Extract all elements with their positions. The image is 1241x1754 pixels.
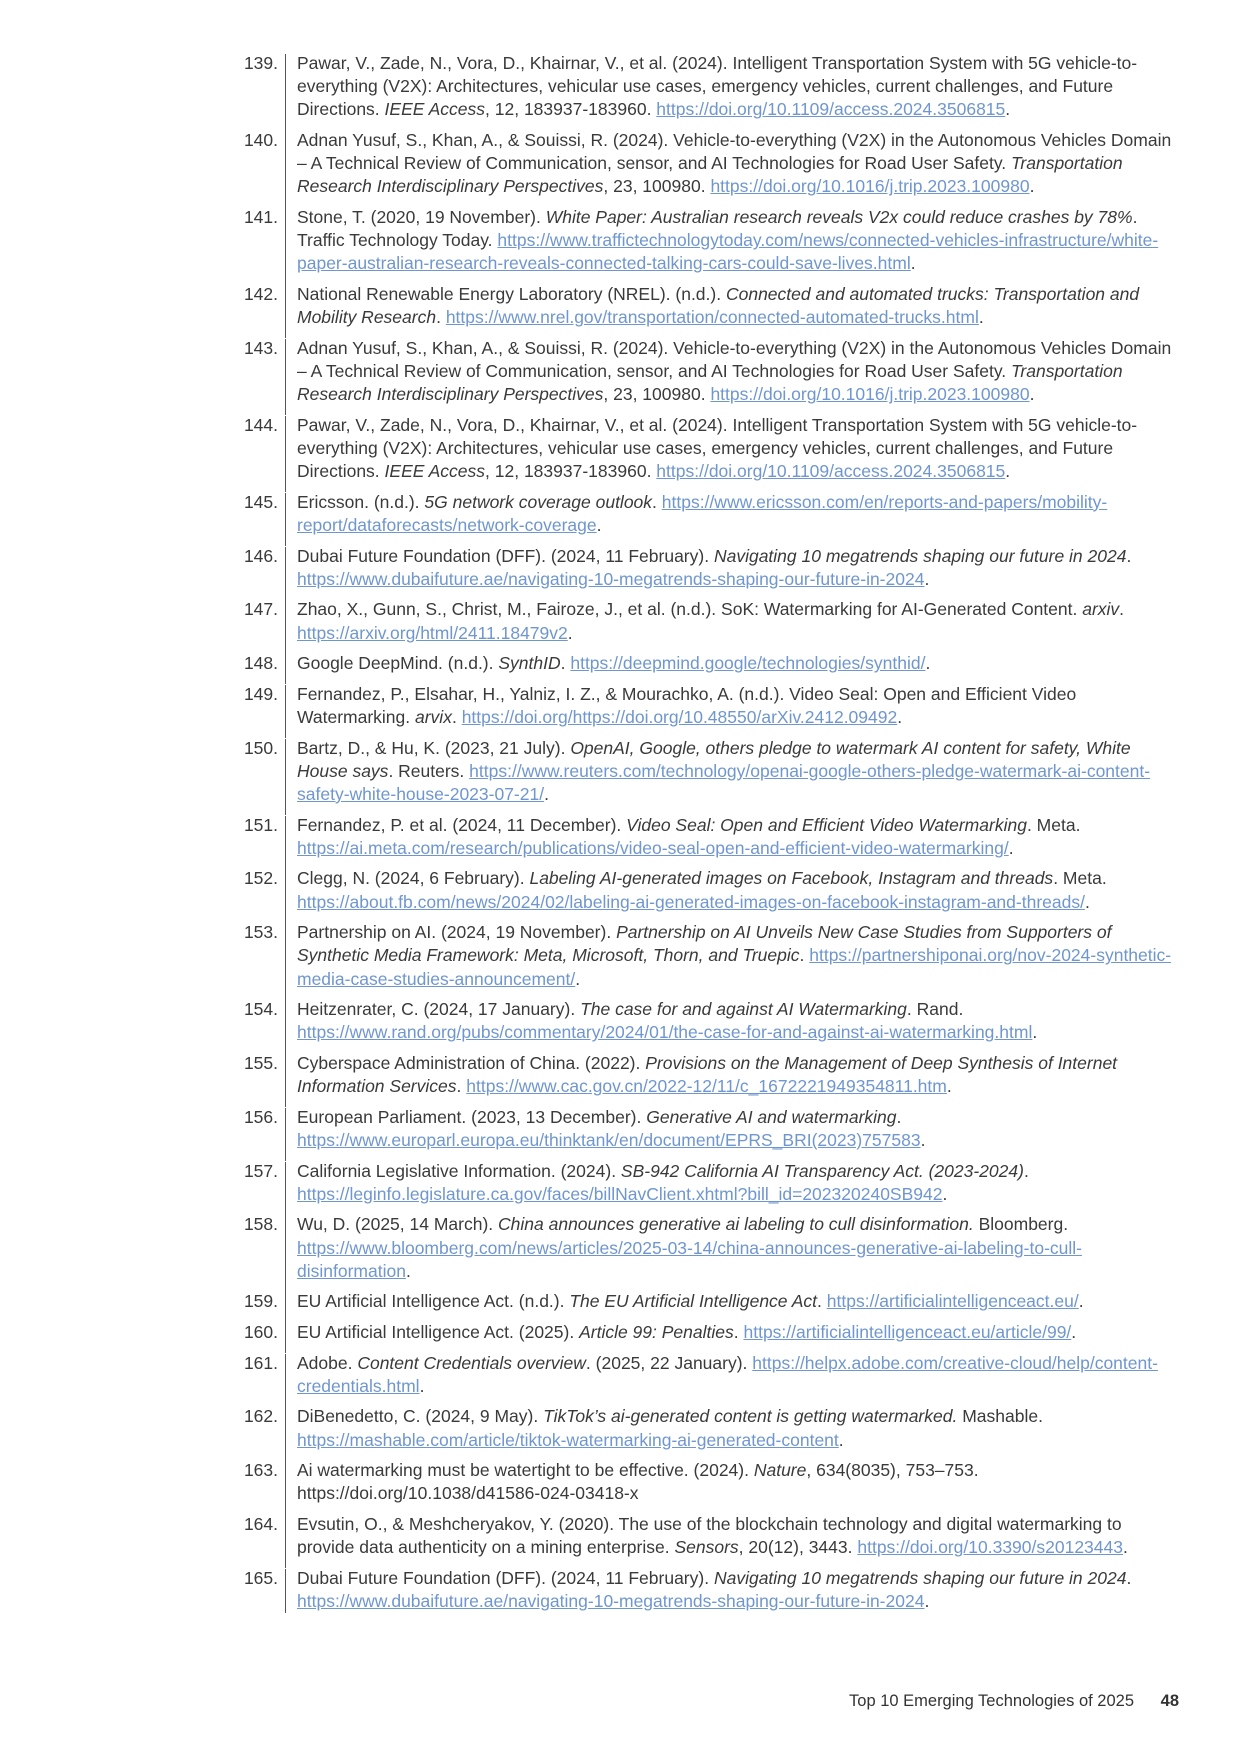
reference-divider <box>285 923 286 1000</box>
reference-citation: EU Artificial Intelligence Act. (2025). <box>297 1321 580 1342</box>
reference-text <box>297 1321 1175 1344</box>
reference-number: 154. <box>243 999 278 1020</box>
reference-end-punctuation: . <box>1032 1022 1038 1043</box>
reference-end-punctuation: . <box>1005 99 1011 120</box>
reference-number: 158. <box>243 1214 278 1235</box>
reference-source-title: Transportation Research Interdisciplinary Perspectives <box>297 153 1123 197</box>
reference-citation: Clegg, N. (2024, 6 February). <box>297 868 530 889</box>
reference-source-title: Navigating 10 megatrends shaping our future in 2024 <box>713 1567 1127 1588</box>
reference-end-punctuation: . <box>1029 176 1035 197</box>
reference-source-title: IEEE Access <box>384 99 486 120</box>
reference-citation: Partnership on AI. (2024, 19 November). <box>297 922 617 943</box>
reference-item <box>0 283 1241 329</box>
reference-source-title: Sensors <box>674 1537 739 1558</box>
reference-number: 155. <box>243 1052 278 1073</box>
reference-divider <box>285 1162 286 1215</box>
reference-details: , 20(12), 3443. <box>738 1537 858 1558</box>
reference-text <box>297 206 1175 276</box>
reference-text <box>297 491 1175 537</box>
reference-text <box>297 1160 1175 1206</box>
reference-end-punctuation: . <box>925 653 931 674</box>
reference-end-punctuation: . <box>596 515 602 535</box>
reference-source-title: OpenAI, Google, others pledge to watermark AI content for safety, White House says <box>297 737 1131 781</box>
reference-end-punctuation: . <box>405 1260 411 1281</box>
reference-item <box>0 652 1241 675</box>
reference-link[interactable]: https://doi.org/10.1016/j.trip.2023.100980 <box>710 384 1030 405</box>
reference-number: 143. <box>243 337 278 358</box>
reference-details: Mashable. <box>957 1406 1043 1427</box>
reference-source-title: Navigating 10 megatrends shaping our future in 2024 <box>713 545 1127 566</box>
reference-details: . (2025, 22 January). <box>585 1352 753 1373</box>
reference-item <box>0 1321 1241 1344</box>
reference-details: . Reuters. <box>388 760 470 781</box>
reference-divider <box>285 131 286 208</box>
reference-divider <box>285 869 286 922</box>
reference-citation: National Renewable Energy Laboratory (NREL). (n.d.). <box>297 284 726 304</box>
reference-source-title: Partnership on AI Unveils New Case Studies from Supporters of Synthetic Media Framework: Meta, Microsoft, Thorn, and Truepic <box>297 922 1112 966</box>
reference-source-title: Labeling AI-generated images on Facebook, Instagram and threads <box>529 868 1054 889</box>
reference-citation: Cyberspace Administration of China. (2022). <box>297 1052 646 1073</box>
reference-link[interactable]: https://www.rand.org/pubs/commentary/2024/01/the-case-for-and-against-ai-watermarking.html <box>297 1022 1033 1043</box>
reference-details: . <box>1126 1567 1132 1588</box>
reference-end-punctuation: . <box>1123 1537 1128 1558</box>
reference-source-title: Connected and automated trucks: Transportation and Mobility Research <box>297 284 1140 328</box>
reference-end-punctuation: . <box>924 1590 930 1611</box>
reference-source-title: China announces generative ai labeling to cull disinformation. <box>498 1214 974 1235</box>
reference-details: . <box>1119 599 1125 620</box>
reference-end-punctuation: . <box>1029 384 1035 405</box>
reference-text <box>297 337 1175 407</box>
reference-link[interactable]: https://www.bloomberg.com/news/articles/2025-03-14/china-announces-generative-ai-labeling-to-cull-disinformation <box>297 1237 1082 1281</box>
reference-number: 145. <box>243 491 278 512</box>
reference-source-title: Transportation Research Interdisciplinary Perspectives <box>297 361 1123 405</box>
reference-item <box>0 1052 1241 1098</box>
reference-link[interactable]: https://mashable.com/article/tiktok-watermarking-ai-generated-content <box>297 1429 839 1450</box>
reference-citation: Wu, D. (2025, 14 March). <box>297 1214 499 1235</box>
reference-divider <box>285 1108 286 1161</box>
reference-number: 162. <box>243 1406 278 1427</box>
reference-divider <box>285 685 286 738</box>
reference-item <box>0 206 1241 276</box>
reference-text <box>297 683 1175 729</box>
reference-details: , 634(8035), 753–753. https://doi.org/10.1038/d41586-024-03418-x <box>297 1460 979 1504</box>
reference-item <box>0 598 1241 644</box>
reference-divider <box>285 1461 286 1514</box>
reference-link[interactable]: https://doi.org/10.3390/s20123443 <box>857 1537 1123 1558</box>
reference-item <box>0 867 1241 913</box>
reference-item <box>0 1290 1241 1313</box>
reference-number: 139. <box>243 53 278 73</box>
reference-link[interactable]: https://doi.org/10.1109/access.2024.3506815 <box>656 99 1006 120</box>
reference-item <box>0 337 1241 407</box>
reference-divider <box>285 493 286 546</box>
reference-end-punctuation: . <box>567 622 573 643</box>
reference-item <box>0 491 1241 537</box>
reference-link[interactable]: https://www.dubaifuture.ae/navigating-10-megatrends-shaping-our-future-in-2024 <box>297 1590 925 1611</box>
reference-divider <box>285 208 286 285</box>
reference-number: 159. <box>243 1291 278 1312</box>
reference-source-title: Content Credentials overview <box>357 1352 586 1373</box>
reference-citation: DiBenedetto, C. (2024, 9 May). <box>297 1406 544 1427</box>
reference-divider <box>285 1000 286 1053</box>
reference-source-title: The EU Artificial Intelligence Act <box>569 1291 818 1312</box>
reference-link[interactable]: https://leginfo.legislature.ca.gov/faces/billNavClient.xhtml?bill_id=202320240SB942 <box>297 1183 943 1204</box>
reference-number: 160. <box>243 1321 278 1342</box>
reference-end-punctuation: . <box>419 1375 425 1396</box>
reference-source-title: Nature <box>753 1460 807 1481</box>
reference-item <box>0 998 1241 1044</box>
reference-details: . Meta. <box>1053 868 1107 889</box>
reference-details: . Rand. <box>906 999 964 1020</box>
reference-details: , 12, 183937-183960. <box>485 461 657 482</box>
reference-text <box>297 737 1175 807</box>
reference-link[interactable]: https://www.ericsson.com/en/reports-and-papers/mobility-report/dataforecasts/network-coverage <box>297 491 1108 535</box>
reference-number: 151. <box>243 814 278 835</box>
reference-citation: Ericsson. (n.d.). <box>297 491 425 512</box>
reference-citation: Dubai Future Foundation (DFF). (2024, 11 February). <box>297 545 714 566</box>
reference-item <box>0 1567 1241 1613</box>
reference-text <box>297 283 1175 329</box>
reference-link[interactable]: https://partnershiponai.org/nov-2024-synthetic-media-case-studies-announcement/ <box>297 945 1172 989</box>
reference-source-title: arxiv <box>1082 599 1120 620</box>
reference-divider <box>285 416 286 493</box>
reference-divider <box>285 1323 286 1353</box>
reference-end-punctuation: . <box>1008 837 1014 858</box>
reference-divider <box>285 654 286 684</box>
reference-end-punctuation: . <box>920 1129 926 1150</box>
reference-number: 148. <box>243 653 278 674</box>
reference-divider <box>285 1515 286 1568</box>
reference-item <box>0 1459 1241 1505</box>
reference-details: . <box>456 1076 467 1097</box>
reference-citation: Dubai Future Foundation (DFF). (2024, 11 February). <box>297 1567 714 1588</box>
reference-link[interactable]: https://www.cac.gov.cn/2022-12/11/c_1672221949354811.htm <box>466 1076 947 1097</box>
reference-source-title: White Paper: Australian research reveals V2x could reduce crashes by 78% <box>545 207 1133 227</box>
reference-link[interactable]: https://www.dubaifuture.ae/navigating-10-megatrends-shaping-our-future-in-2024 <box>297 568 925 589</box>
reference-citation: Ai watermarking must be watertight to be effective. (2024). <box>297 1460 754 1481</box>
reference-text <box>297 598 1175 644</box>
reference-link[interactable]: https://artificialintelligenceact.eu/ <box>826 1291 1079 1312</box>
reference-citation: Fernandez, P. et al. (2024, 11 December). <box>297 814 627 835</box>
reference-text <box>297 814 1175 860</box>
reference-link[interactable]: https://doi.org/10.1109/access.2024.3506815 <box>656 461 1006 482</box>
reference-details: , 23, 100980. <box>603 384 711 405</box>
reference-text <box>297 1567 1175 1613</box>
reference-link[interactable]: https://helpx.adobe.com/creative-cloud/help/content-credentials.html <box>297 1352 1158 1396</box>
reference-number: 141. <box>243 207 278 227</box>
reference-item <box>0 1160 1241 1206</box>
reference-number: 152. <box>243 868 278 889</box>
reference-number: 140. <box>243 130 278 150</box>
reference-end-punctuation: . <box>942 1183 948 1204</box>
reference-item <box>0 1352 1241 1398</box>
reference-citation: Adnan Yusuf, S., Khan, A., & Souissi, R. (2024). Vehicle-to-everything (V2X) in the Autonomous Vehicles Domain – A Technical Review of Communication, sensor, and AI Technologies for Road User Safety. <box>297 130 1172 174</box>
reference-list <box>0 52 1241 1621</box>
reference-text <box>297 1106 1175 1152</box>
reference-end-punctuation: . <box>575 968 581 989</box>
reference-end-punctuation: . <box>1078 1291 1084 1312</box>
reference-details: . <box>436 307 446 328</box>
reference-source-title: The case for and against AI Watermarking <box>580 999 907 1020</box>
reference-end-punctuation: . <box>838 1429 844 1450</box>
reference-source-title: 5G network coverage outlook <box>424 491 653 512</box>
reference-item <box>0 1213 1241 1283</box>
reference-citation: Heitzenrater, C. (2024, 17 January). <box>297 999 581 1020</box>
reference-divider <box>285 1569 286 1613</box>
reference-citation: Pawar, V., Zade, N., Vora, D., Khairnar, V., et al. (2024). Intelligent Transportation System with 5G vehicle-to-everything (V2X): Architectures, vehicular use cases, emergency vehicles, current challenges, and Future Directions. <box>297 414 1138 482</box>
reference-item <box>0 683 1241 729</box>
reference-details: . <box>896 1106 902 1127</box>
reference-number: 164. <box>243 1513 278 1534</box>
reference-citation: Zhao, X., Gunn, S., Christ, M., Fairoze, J., et al. (n.d.). SoK: Watermarking for AI-Generated Content. <box>297 599 1083 620</box>
reference-number: 157. <box>243 1160 278 1181</box>
reference-citation: Fernandez, P., Elsahar, H., Yalniz, I. Z., & Mourachko, A. (n.d.). Video Seal: Open and Efficient Video Watermarking. <box>297 683 1077 727</box>
reference-text <box>297 129 1175 199</box>
reference-citation: Google DeepMind. (n.d.). <box>297 653 499 674</box>
reference-details: . <box>817 1291 827 1312</box>
reference-divider <box>285 1354 286 1407</box>
reference-details: . Meta. <box>1026 814 1081 835</box>
reference-source-title: Generative AI and watermarking <box>646 1106 897 1127</box>
reference-end-punctuation: . <box>924 568 930 589</box>
page-number: 48 <box>1160 1692 1179 1710</box>
reference-text <box>297 52 1175 122</box>
reference-citation: Adobe. <box>297 1352 358 1373</box>
reference-text <box>297 1213 1175 1283</box>
reference-details: , 23, 100980. <box>603 176 711 197</box>
reference-number: 156. <box>243 1106 278 1127</box>
reference-details: . <box>451 706 462 727</box>
reference-details: . <box>1023 1160 1029 1181</box>
reference-text <box>297 414 1175 484</box>
reference-end-punctuation: . <box>1084 891 1090 912</box>
reference-source-title: TikTok’s ai-generated content is getting watermarked. <box>543 1406 958 1427</box>
reference-citation: Bartz, D., & Hu, K. (2023, 21 July). <box>297 737 571 758</box>
reference-text <box>297 1352 1175 1398</box>
reference-divider <box>285 285 286 338</box>
reference-details: . <box>560 653 571 674</box>
reference-citation: Stone, T. (2020, 19 November). <box>297 207 546 227</box>
reference-divider <box>285 547 286 600</box>
reference-number: 163. <box>243 1460 278 1481</box>
reference-link[interactable]: https://www.europarl.europa.eu/thinktank/en/document/EPRS_BRI(2023)757583 <box>297 1129 921 1150</box>
reference-details: . <box>733 1321 744 1342</box>
reference-text <box>297 1052 1175 1098</box>
reference-citation: Evsutin, O., & Meshcheryakov, Y. (2020). The use of the blockchain technology and digital watermarking to provide data authenticity on a mining enterprise. <box>297 1513 1122 1558</box>
reference-divider <box>285 339 286 416</box>
reference-citation: California Legislative Information. (2024). <box>297 1160 621 1181</box>
reference-divider <box>285 54 286 131</box>
reference-divider <box>285 1215 286 1292</box>
reference-number: 150. <box>243 737 278 758</box>
reference-divider <box>285 1292 286 1322</box>
reference-link[interactable]: https://www.nrel.gov/transportation/connected-automated-trucks.html <box>445 307 979 328</box>
reference-link[interactable]: https://www.traffictechnologytoday.com/news/connected-vehicles-infrastructure/white-paper-australian-research-reveals-connected-talking-cars-could-save-lives.html <box>297 230 1159 274</box>
reference-item <box>0 921 1241 991</box>
reference-number: 142. <box>243 284 278 304</box>
reference-divider <box>285 1407 286 1460</box>
reference-source-title: SynthID <box>498 653 561 674</box>
reference-item <box>0 52 1241 122</box>
footer-report-title: Top 10 Emerging Technologies of 2025 <box>849 1692 1134 1710</box>
reference-link[interactable]: https://doi.org/https://doi.org/10.48550/arXiv.2412.09492 <box>461 706 898 727</box>
reference-link[interactable]: https://ai.meta.com/research/publications/video-seal-open-and-efficient-video-watermarking/ <box>297 837 1009 858</box>
reference-text <box>297 867 1175 913</box>
reference-details: , 12, 183937-183960. <box>485 99 657 120</box>
reference-text <box>297 1513 1175 1559</box>
reference-source-title: SB-942 California AI Transparency Act. (2023-2024) <box>620 1160 1024 1181</box>
reference-link[interactable]: https://deepmind.google/technologies/synthid/ <box>570 653 926 674</box>
reference-text <box>297 1290 1175 1313</box>
reference-citation: European Parliament. (2023, 13 December). <box>297 1106 647 1127</box>
reference-link[interactable]: https://artificialintelligenceact.eu/article/99/ <box>743 1321 1072 1342</box>
reference-divider <box>285 600 286 653</box>
reference-number: 165. <box>243 1567 278 1588</box>
reference-number: 161. <box>243 1352 278 1373</box>
reference-item <box>0 737 1241 807</box>
reference-details: Bloomberg. <box>973 1214 1069 1235</box>
reference-end-punctuation: . <box>1071 1321 1077 1342</box>
reference-source-title: Provisions on the Management of Deep Synthesis of Internet Information Services <box>297 1052 1118 1097</box>
reference-source-title: IEEE Access <box>384 461 486 482</box>
reference-divider <box>285 739 286 816</box>
reference-details: . Traffic Technology Today. <box>297 207 1138 251</box>
reference-link[interactable]: https://arxiv.org/html/2411.18479v2 <box>297 622 568 643</box>
reference-number: 144. <box>243 414 278 435</box>
reference-source-title: arvix <box>415 706 452 727</box>
reference-text <box>297 921 1175 991</box>
reference-source-title: Video Seal: Open and Efficient Video Watermarking <box>626 814 1027 835</box>
reference-end-punctuation: . <box>1005 461 1011 482</box>
reference-divider <box>285 1054 286 1107</box>
reference-text <box>297 545 1175 591</box>
reference-link[interactable]: https://www.reuters.com/technology/openai-google-others-pledge-watermark-ai-content-safety-white-house-2023-07-21/ <box>297 760 1151 804</box>
reference-details: . <box>799 945 810 966</box>
reference-end-punctuation: . <box>978 307 984 328</box>
reference-item <box>0 414 1241 484</box>
reference-end-punctuation: . <box>910 253 916 274</box>
reference-details: . <box>1126 545 1132 566</box>
reference-details: . <box>652 491 662 512</box>
reference-end-punctuation: . <box>897 706 903 727</box>
reference-end-punctuation: . <box>946 1076 952 1097</box>
reference-item <box>0 129 1241 199</box>
reference-text <box>297 652 1175 675</box>
reference-divider <box>285 816 286 869</box>
reference-source-title: Article 99: Penalties <box>579 1321 734 1342</box>
reference-citation: EU Artificial Intelligence Act. (n.d.). <box>297 1291 570 1312</box>
reference-number: 149. <box>243 683 278 704</box>
reference-item <box>0 1106 1241 1152</box>
reference-number: 147. <box>243 599 278 620</box>
reference-text <box>297 1459 1175 1505</box>
reference-number: 153. <box>243 922 278 943</box>
reference-item <box>0 1513 1241 1559</box>
reference-text <box>297 998 1175 1044</box>
reference-link[interactable]: https://about.fb.com/news/2024/02/labeling-ai-generated-images-on-facebook-instagram-and-threads/ <box>297 891 1085 912</box>
reference-citation: Pawar, V., Zade, N., Vora, D., Khairnar, V., et al. (2024). Intelligent Transportation System with 5G vehicle-to-everything (V2X): Architectures, vehicular use cases, emergency vehicles, current challenges, and Future Directions. <box>297 53 1138 120</box>
reference-item <box>0 545 1241 591</box>
reference-end-punctuation: . <box>544 783 549 804</box>
reference-citation: Adnan Yusuf, S., Khan, A., & Souissi, R. (2024). Vehicle-to-everything (V2X) in the Autonomous Vehicles Domain – A Technical Review of Communication, sensor, and AI Technologies for Road User Safety. <box>297 337 1172 381</box>
reference-item <box>0 1405 1241 1451</box>
reference-text <box>297 1405 1175 1451</box>
reference-link[interactable]: https://doi.org/10.1016/j.trip.2023.100980 <box>710 176 1030 197</box>
reference-number: 146. <box>243 545 278 566</box>
reference-item <box>0 814 1241 860</box>
